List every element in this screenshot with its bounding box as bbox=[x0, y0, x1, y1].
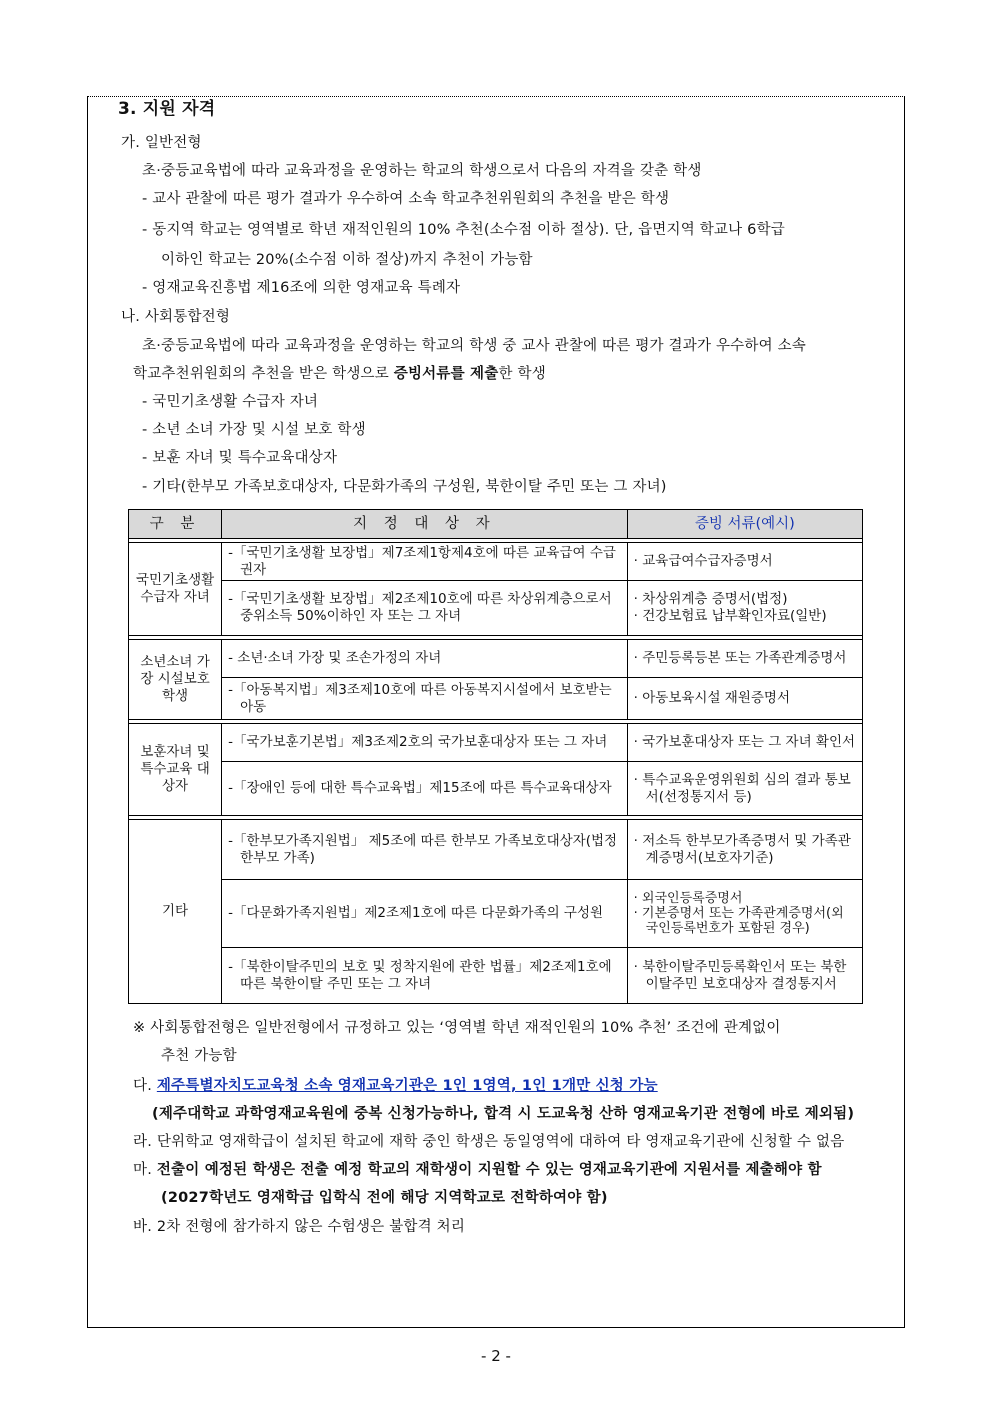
target-cell: -「한부모가족지원법」 제5조에 따른 한부모 가족보호대상자(법정 한부모 가족) bbox=[222, 820, 628, 880]
item-ma: 마. 전출이 예정된 학생은 전출 예정 학교의 재학생이 지원할 수 있는 영재교육기관에 지원서를 제출해야 함 bbox=[133, 1162, 822, 1178]
evidence-cell: · 외국인등록증명서 · 기본증명서 또는 가족관계증명서(외국인등록번호가 포함된 경우) bbox=[627, 880, 862, 948]
social-item: - 국민기초생활 수급자 자녀 bbox=[142, 394, 319, 410]
item-ma-sub: (2027학년도 영재학급 입학식 전에 해당 지역학교로 전학하여야 함) bbox=[161, 1190, 608, 1206]
target-cell: -「북한이탈주민의 보호 및 정착지원에 관한 법률」제2조제1호에 따른 북한이탈 주민 또는 그 자녀 bbox=[222, 948, 628, 1004]
target-cell: -「아동복지법」제3조제10호에 따른 아동복지시설에서 보호받는 아동 bbox=[222, 678, 628, 720]
social-item: - 보훈 자녀 및 특수교육대상자 bbox=[142, 450, 338, 466]
item-ra: 라. 단위학교 영재학급이 설치된 학교에 재학 중인 학생은 동일영역에 대하여 타 영재교육기관에 신청할 수 없음 bbox=[133, 1134, 845, 1150]
evidence-cell: · 주민등록등본 또는 가족관계증명서 bbox=[627, 640, 862, 678]
evidence-cell: · 저소득 한부모가족증명서 및 가족관계증명서(보호자기준) bbox=[627, 820, 862, 880]
note-line1: ※ 사회통합전형은 일반전형에서 규정하고 있는 ‘영역별 학년 재적인원의 10% 추천’ 조건에 관계없이 bbox=[133, 1020, 781, 1036]
evidence-cell: · 아동보육시설 재원증명서 bbox=[627, 678, 862, 720]
section-title: 3. 지원 자격 bbox=[118, 99, 216, 119]
table-row bbox=[129, 724, 863, 762]
social-heading: 나. 사회통합전형 bbox=[121, 309, 231, 325]
category-cell: 소년소녀 가장 시설보호학생 bbox=[129, 640, 222, 720]
general-item: 이하인 학교는 20%(소수점 이하 절상)까지 추천이 가능함 bbox=[161, 252, 533, 268]
evidence-cell: · 교육급여수급자증명서 bbox=[627, 543, 862, 581]
target-cell: -「국민기초생활 보장법」제7조제1항제4호에 따른 교육급여 수급권자 bbox=[222, 543, 628, 581]
category-cell: 보훈자녀 및 특수교육 대상자 bbox=[129, 724, 222, 816]
general-intro: 초·중등교육법에 따라 교육과정을 운영하는 학교의 학생으로서 다음의 자격을 갖춘 학생 bbox=[142, 163, 702, 179]
general-heading: 가. 일반전형 bbox=[121, 135, 202, 151]
evidence-emphasis: 증빙서류를 제출 bbox=[393, 366, 499, 382]
page-number: - 2 - bbox=[481, 1347, 511, 1365]
item-da-sub: (제주대학교 과학영재교육원에 중복 신청가능하나, 합격 시 도교육청 산하 영재교육기관 전형에 바로 제외됨) bbox=[152, 1106, 855, 1122]
header-target: 지 정 대 상 자 bbox=[222, 510, 628, 539]
target-cell: -「다문화가족지원법」제2조제1호에 따른 다문화가족의 구성원 bbox=[222, 880, 628, 948]
table-row bbox=[129, 762, 863, 816]
table-row bbox=[129, 640, 863, 678]
category-cell: 국민기초생활 수급자 자녀 bbox=[129, 543, 222, 636]
qualification-table bbox=[128, 509, 863, 1004]
note-line2: 추천 가능함 bbox=[161, 1048, 237, 1064]
table-row bbox=[129, 948, 863, 1004]
social-intro-line1: 초·중등교육법에 따라 교육과정을 운영하는 학교의 학생 중 교사 관찰에 따른 평가 결과가 우수하여 소속 bbox=[142, 338, 807, 354]
evidence-cell: · 국가보훈대상자 또는 그 자녀 확인서 bbox=[627, 724, 862, 762]
header-evidence: 증빙 서류(예시) bbox=[627, 510, 862, 539]
target-cell: -「국가보훈기본법」제3조제2호의 국가보훈대상자 또는 그 자녀 bbox=[222, 724, 628, 762]
target-cell: -「장애인 등에 대한 특수교육법」제15조에 따른 특수교육대상자 bbox=[222, 762, 628, 816]
ma-emphasis: 전출이 예정된 학생은 전출 예정 학교의 재학생이 지원할 수 있는 영재교육기관에 지원서를 제출해야 함 bbox=[156, 1162, 822, 1178]
social-intro-line2: 학교추천위원회의 추천을 받은 학생으로 증빙서류를 제출한 학생 bbox=[133, 366, 546, 382]
social-item: - 소년 소녀 가장 및 시설 보호 학생 bbox=[142, 422, 366, 438]
da-highlight: 제주특별자치도교육청 소속 영재교육기관은 1인 1영역, 1인 1개만 신청 가능 bbox=[156, 1078, 658, 1094]
general-item: - 영재교육진흥법 제16조에 의한 영재교육 특례자 bbox=[142, 280, 461, 296]
general-item: - 교사 관찰에 따른 평가 결과가 우수하여 소속 학교추천위원회의 추천을 받은 학생 bbox=[142, 191, 670, 207]
item-da: 다. 제주특별자치도교육청 소속 영재교육기관은 1인 1영역, 1인 1개만 신청 가능 bbox=[133, 1078, 658, 1094]
general-item: - 동지역 학교는 영역별로 학년 재적인원의 10% 추천(소수점 이하 절상). 단, 읍면지역 학교나 6학급 bbox=[142, 222, 785, 238]
table-row bbox=[129, 581, 863, 636]
table-row bbox=[129, 820, 863, 880]
target-cell: - 소년·소녀 가장 및 조손가정의 자녀 bbox=[222, 640, 628, 678]
table-row bbox=[129, 880, 863, 948]
item-ba: 바. 2차 전형에 참가하지 않은 수험생은 불합격 처리 bbox=[133, 1219, 466, 1235]
category-cell: 기타 bbox=[129, 820, 222, 1004]
table-row bbox=[129, 543, 863, 581]
evidence-cell: · 북한이탈주민등록확인서 또는 북한이탈주민 보호대상자 결정통지서 bbox=[627, 948, 862, 1004]
evidence-cell: · 특수교육운영위원회 심의 결과 통보서(선정통지서 등) bbox=[627, 762, 862, 816]
social-item: - 기타(한부모 가족보호대상자, 다문화가족의 구성원, 북한이탈 주민 또는 그 자녀) bbox=[142, 479, 667, 495]
evidence-cell: · 차상위계층 증명서(법정) · 건강보험료 납부확인자료(일반) bbox=[627, 581, 862, 636]
table-header-row bbox=[129, 510, 863, 539]
table-row bbox=[129, 678, 863, 720]
target-cell: -「국민기초생활 보장법」제2조제10호에 따른 차상위계층으로서 중위소득 50%이하인 자 또는 그 자녀 bbox=[222, 581, 628, 636]
header-category: 구 분 bbox=[129, 510, 222, 539]
